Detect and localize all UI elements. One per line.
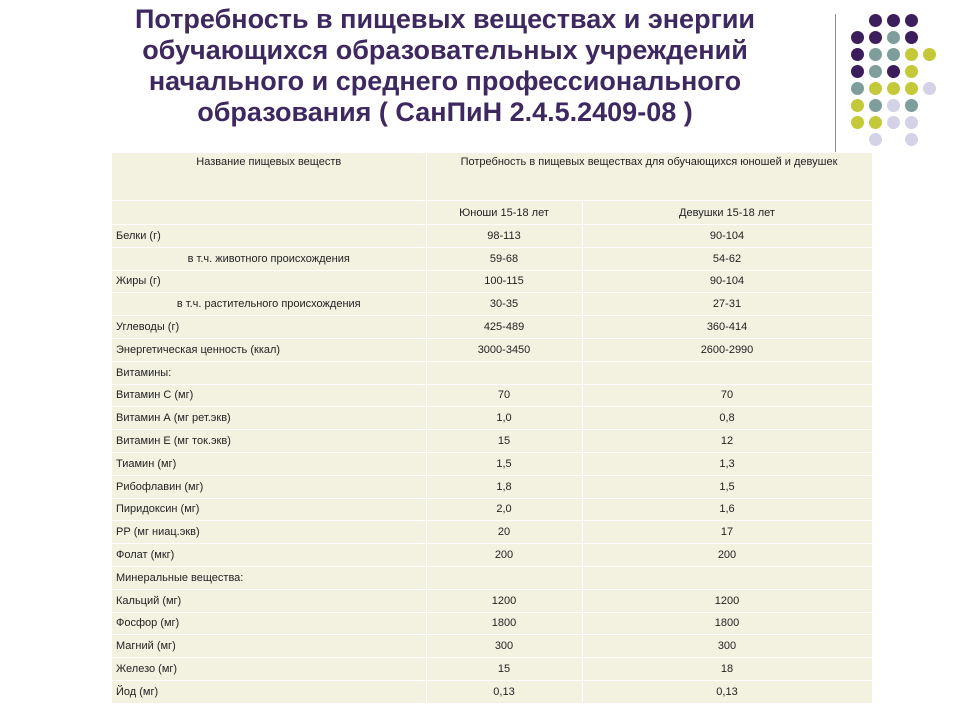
nutrient-name: Витамин С (мг) — [112, 384, 426, 407]
decorative-dot — [905, 31, 918, 44]
table-row — [112, 612, 872, 635]
decorative-dot — [887, 116, 900, 129]
decorative-dot — [887, 48, 900, 61]
girls-value: 1,6 — [582, 498, 872, 521]
table-row — [112, 635, 872, 658]
boys-value: 30-35 — [426, 293, 582, 316]
nutrient-name: Углеводы (г) — [112, 316, 426, 339]
boys-value — [426, 361, 582, 384]
decorative-dot — [851, 31, 864, 44]
nutrient-name: Рибофлавин (мг) — [112, 475, 426, 498]
boys-value: 59-68 — [426, 247, 582, 270]
nutrient-name: Магний (мг) — [112, 635, 426, 658]
title-line-4: образования ( СанПиН 2.4.5.2409-08 ) — [197, 97, 693, 127]
boys-value: 0,13 — [426, 680, 582, 703]
table-header-row — [112, 153, 872, 201]
girls-value: 70 — [582, 384, 872, 407]
girls-value: 0,13 — [582, 680, 872, 703]
decorative-dot — [923, 82, 936, 95]
table-row — [112, 338, 872, 361]
boys-value: 200 — [426, 544, 582, 567]
nutrient-table-container — [112, 153, 872, 703]
table-row — [112, 589, 872, 612]
boys-value: 70 — [426, 384, 582, 407]
decorative-dot — [851, 116, 864, 129]
boys-value: 3000-3450 — [426, 338, 582, 361]
title-line-3: начального и среднего профессионального — [148, 66, 742, 96]
girls-value: 360-414 — [582, 316, 872, 339]
nutrient-name: Пиридоксин (мг) — [112, 498, 426, 521]
decorative-dot — [887, 65, 900, 78]
girls-value: 18 — [582, 658, 872, 681]
decorative-dot — [851, 82, 864, 95]
decorative-dot — [905, 82, 918, 95]
nutrient-name: Минеральные вещества: — [112, 566, 426, 589]
decorative-dot — [869, 65, 882, 78]
title-line-1: Потребность в пищевых веществах и энергии — [134, 4, 756, 34]
nutrient-name: Кальций (мг) — [112, 589, 426, 612]
boys-value: 20 — [426, 521, 582, 544]
table-row — [112, 452, 872, 475]
boys-value: 1,0 — [426, 407, 582, 430]
girls-value: 1800 — [582, 612, 872, 635]
nutrient-name: Витамин Е (мг ток.экв) — [112, 430, 426, 453]
decorative-dot — [887, 99, 900, 112]
nutrient-name: Энергетическая ценность (ккал) — [112, 338, 426, 361]
decorative-dot — [869, 31, 882, 44]
decorative-dot — [905, 14, 918, 27]
girls-value — [582, 361, 872, 384]
girls-value: 54-62 — [582, 247, 872, 270]
decorative-dot — [905, 65, 918, 78]
girls-value: 27-31 — [582, 293, 872, 316]
table-row — [112, 361, 872, 384]
subheader-empty — [112, 201, 426, 225]
girls-value: 2600-2990 — [582, 338, 872, 361]
table-row — [112, 407, 872, 430]
decorative-dot — [905, 48, 918, 61]
table-row — [112, 430, 872, 453]
boys-value: 1200 — [426, 589, 582, 612]
girls-value: 1,3 — [582, 452, 872, 475]
decorative-dot — [905, 116, 918, 129]
header-boys: Юноши 15-18 лет — [426, 201, 582, 225]
girls-value: 90-104 — [582, 270, 872, 293]
decorative-dot — [851, 48, 864, 61]
title-line-2: обучающихся образовательных учреждений — [142, 35, 748, 65]
boys-value: 1,8 — [426, 475, 582, 498]
boys-value: 15 — [426, 658, 582, 681]
table-row — [112, 680, 872, 703]
decorative-dot — [905, 133, 918, 146]
decorative-dot — [851, 65, 864, 78]
decorative-dot — [869, 116, 882, 129]
table-row — [112, 475, 872, 498]
nutrient-name: РР (мг ниац.экв) — [112, 521, 426, 544]
nutrient-name: Фосфор (мг) — [112, 612, 426, 635]
table-row — [112, 521, 872, 544]
girls-value: 12 — [582, 430, 872, 453]
nutrient-name: в т.ч. животного происхождения — [112, 247, 426, 270]
nutrient-name: Железо (мг) — [112, 658, 426, 681]
boys-value: 1800 — [426, 612, 582, 635]
header-requirement: Потребность в пищевых веществах для обучающихся юношей и девушек — [426, 153, 872, 201]
table-row — [112, 270, 872, 293]
girls-value: 300 — [582, 635, 872, 658]
girls-value: 17 — [582, 521, 872, 544]
girls-value: 1,5 — [582, 475, 872, 498]
table-row — [112, 247, 872, 270]
nutrient-name: Витамины: — [112, 361, 426, 384]
nutrient-name: Жиры (г) — [112, 270, 426, 293]
decorative-dot — [869, 14, 882, 27]
nutrient-name: Белки (г) — [112, 225, 426, 248]
table-row — [112, 316, 872, 339]
decorative-dot — [887, 82, 900, 95]
boys-value — [426, 566, 582, 589]
boys-value: 1,5 — [426, 452, 582, 475]
table-row — [112, 498, 872, 521]
table-subheader-row — [112, 201, 872, 225]
table-row — [112, 566, 872, 589]
boys-value: 98-113 — [426, 225, 582, 248]
decorative-dot-grid — [845, 10, 955, 160]
table-row — [112, 658, 872, 681]
girls-value: 200 — [582, 544, 872, 567]
table-row — [112, 225, 872, 248]
decorative-dot — [923, 48, 936, 61]
decorative-dot — [869, 48, 882, 61]
nutrient-name: Тиамин (мг) — [112, 452, 426, 475]
girls-value: 90-104 — [582, 225, 872, 248]
decorative-dot — [887, 31, 900, 44]
boys-value: 425-489 — [426, 316, 582, 339]
boys-value: 2,0 — [426, 498, 582, 521]
table-row — [112, 293, 872, 316]
decorative-dot — [869, 99, 882, 112]
nutrient-name: в т.ч. растительного происхождения — [112, 293, 426, 316]
girls-value — [582, 566, 872, 589]
header-girls: Девушки 15-18 лет — [582, 201, 872, 225]
girls-value: 0,8 — [582, 407, 872, 430]
header-nutrient-name: Название пищевых веществ — [112, 153, 426, 201]
nutrient-table — [112, 153, 873, 704]
slide-title — [60, 4, 830, 128]
decorative-dot — [905, 99, 918, 112]
nutrient-name: Витамин А (мг рет.экв) — [112, 407, 426, 430]
decorative-dot — [869, 82, 882, 95]
boys-value: 300 — [426, 635, 582, 658]
decorative-dot — [887, 14, 900, 27]
decorative-dot — [851, 99, 864, 112]
boys-value: 15 — [426, 430, 582, 453]
table-row — [112, 544, 872, 567]
nutrient-name: Йод (мг) — [112, 680, 426, 703]
nutrient-name: Фолат (мкг) — [112, 544, 426, 567]
decorative-dot — [869, 133, 882, 146]
decorative-divider — [835, 14, 836, 152]
boys-value: 100-115 — [426, 270, 582, 293]
girls-value: 1200 — [582, 589, 872, 612]
table-row — [112, 384, 872, 407]
